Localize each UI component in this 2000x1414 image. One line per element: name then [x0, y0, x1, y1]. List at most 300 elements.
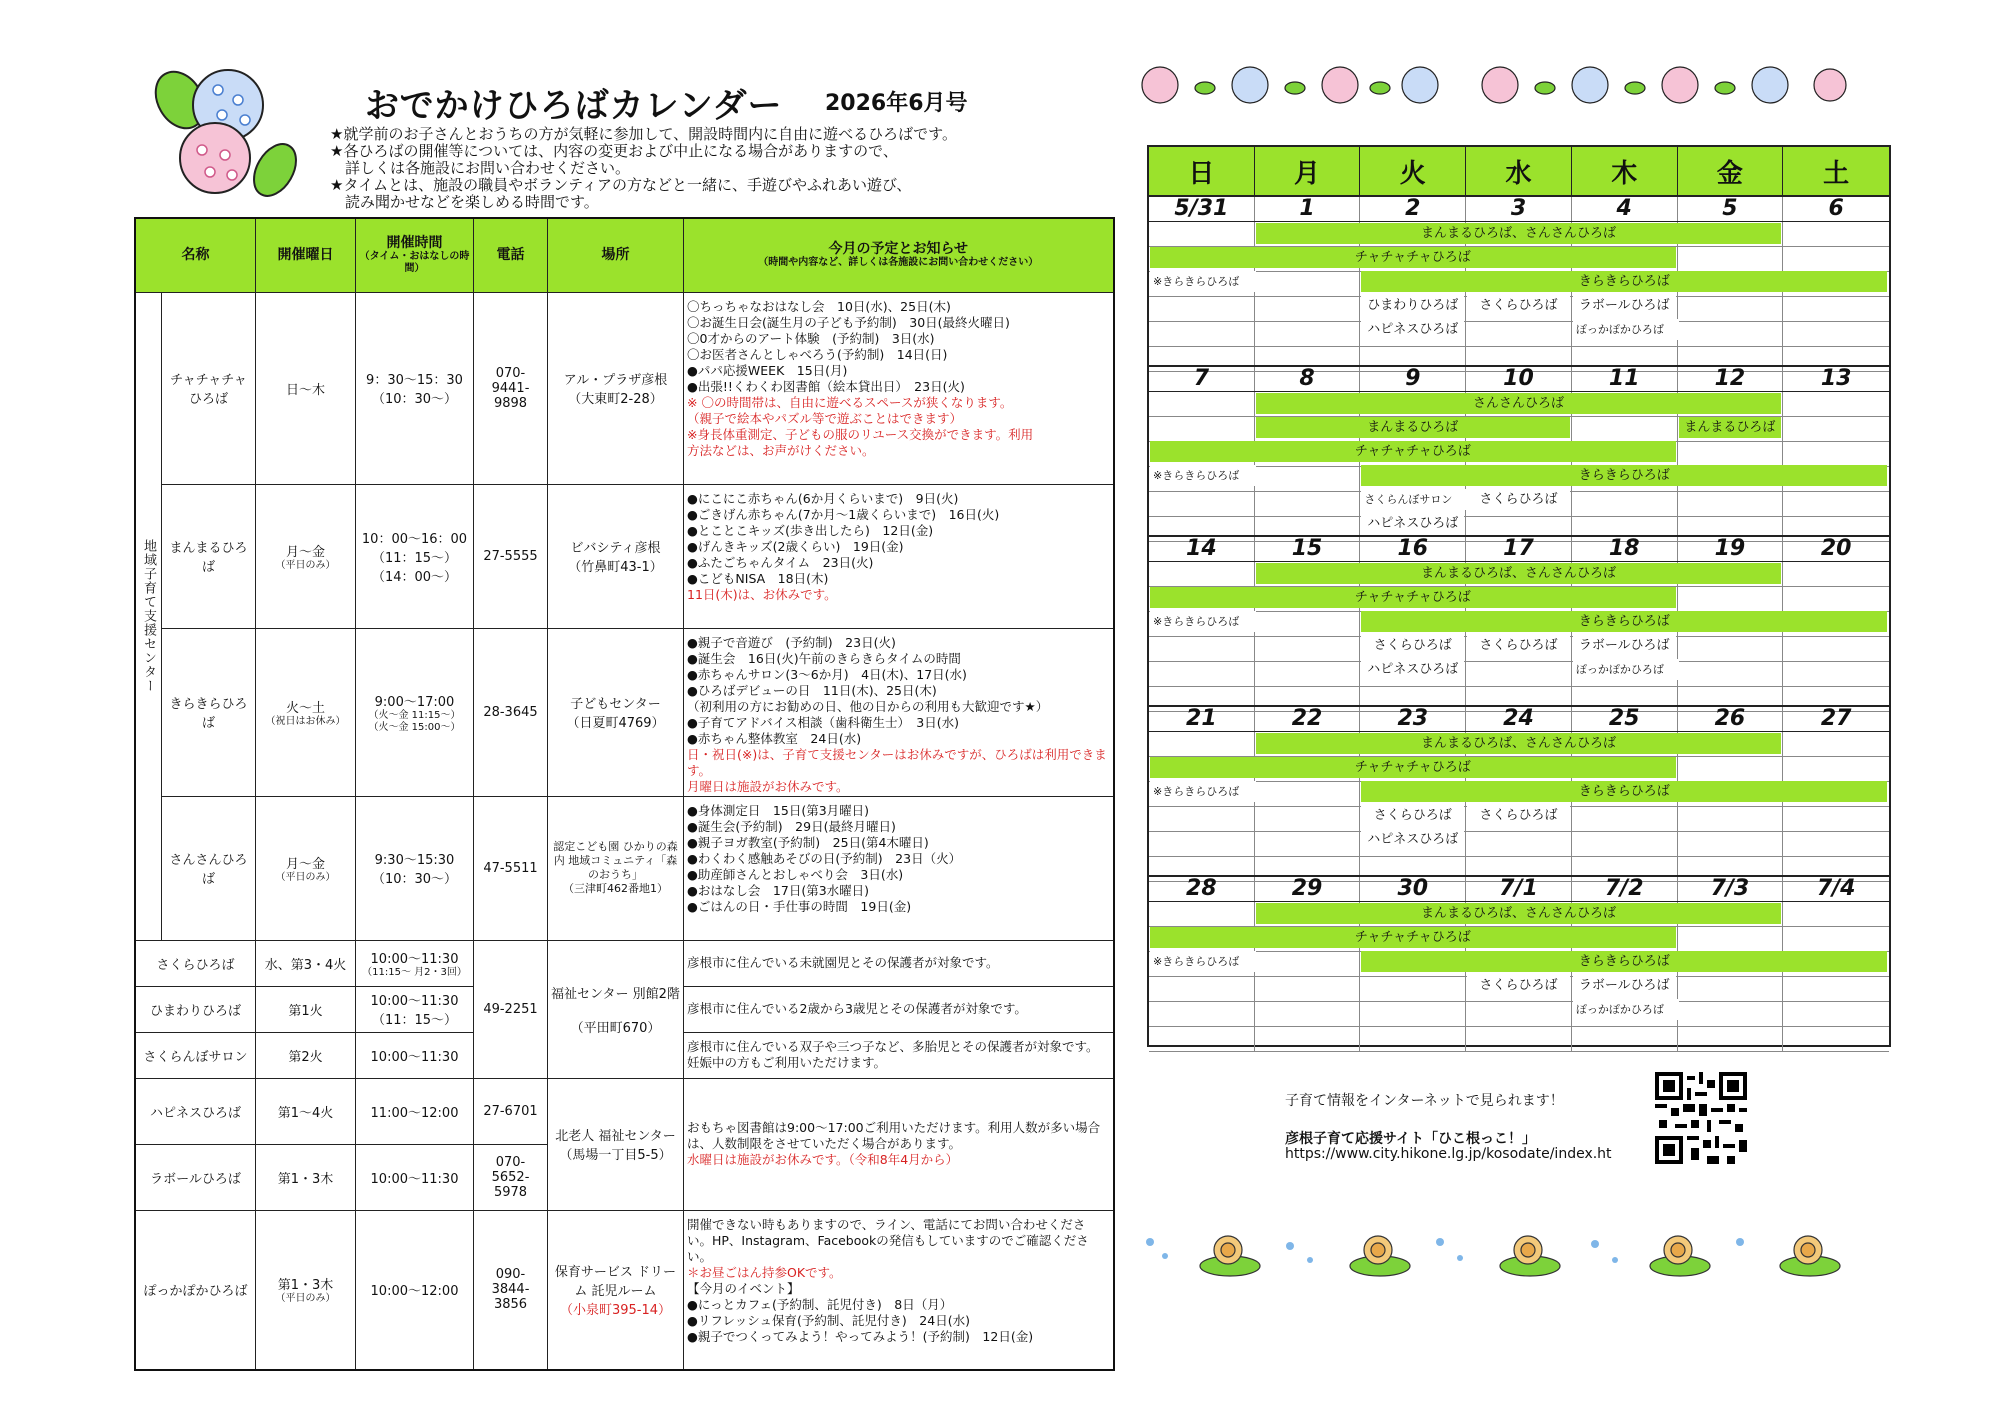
facility-days: [256, 1210, 356, 1370]
note-line: ●赤ちゃんサロン(3〜6か月) 4日(木)、17日(水): [687, 666, 967, 682]
grid-cell: [1466, 832, 1572, 856]
calendar-event[interactable]: ひまわりひろば: [1361, 295, 1464, 316]
facility-hours: [356, 292, 474, 484]
facility-hours: 10:00〜11:30: [356, 1144, 474, 1210]
grid-cell: [1783, 637, 1889, 661]
intro-line: ★タイムとは、施設の職員やボランティアの方などと一緒に、手遊びやふれあい遊び、: [330, 176, 912, 194]
hours-sub: （11：15〜）（14：00〜）: [371, 550, 458, 585]
date-cell: 11: [1572, 367, 1678, 391]
weekday-label: 水: [1466, 147, 1572, 195]
date-cell: 19: [1678, 537, 1784, 561]
note-line: 〇お誕生日会(誕生月の子ども予約制) 30日(最終火曜日): [687, 314, 1010, 330]
calendar-event[interactable]: チャチャチャひろば: [1150, 757, 1676, 778]
calendar-event[interactable]: さくらひろば: [1467, 489, 1570, 510]
grid-cell: [1678, 832, 1784, 856]
date-cell: 28: [1149, 877, 1255, 901]
grid-cell: [1149, 297, 1255, 321]
weekday-label: 日: [1149, 147, 1255, 195]
grid-cell: [1783, 902, 1889, 926]
facility-days: 水、第3・4火: [256, 940, 356, 986]
hydrangea-illustration: [150, 60, 300, 200]
facility-hours: 10:00〜11:30: [356, 1032, 474, 1078]
grid-row: [1149, 322, 1889, 347]
facility-name: チャチャチャひろば: [162, 292, 256, 484]
col-header-place: 場所: [548, 218, 684, 292]
grid-cell: [1678, 1027, 1784, 1051]
grid-cell: [1783, 732, 1889, 756]
grid-cell: [1678, 662, 1784, 686]
facility-days: [256, 628, 356, 796]
grid-cell: [1783, 297, 1889, 321]
days-value: 第1・3木: [277, 1278, 334, 1294]
note-line: ●とことこキッズ(歩き出したら) 12日(金): [687, 522, 934, 538]
grid-cell: [1149, 1002, 1255, 1026]
calendar-event[interactable]: チャチャチャひろば: [1150, 587, 1676, 608]
note-line: 【今月のイベント】: [687, 1280, 800, 1296]
date-cell: 7: [1149, 367, 1255, 391]
grid-cell: [1783, 587, 1889, 611]
table-row: [135, 1078, 1114, 1144]
grid-cell: [1783, 1027, 1889, 1051]
place-value: 福祉センター 別館2階: [551, 986, 680, 1002]
facility-days: 第1・3木: [256, 1144, 356, 1210]
table-row: [135, 1210, 1114, 1370]
calendar-event[interactable]: まんまるひろば、さんさんひろば: [1256, 223, 1782, 244]
place-sub: （大東町2-28）: [568, 392, 663, 407]
date-cell: 16: [1360, 537, 1466, 561]
grid-cell: [1149, 1027, 1255, 1051]
week-grid: [1149, 562, 1889, 705]
notes-header-sub: （時間や内容など、詳しくは各施設にお問い合わせください）: [758, 256, 1039, 268]
table-row: [135, 628, 1114, 796]
facility-phone: 47-5511: [474, 796, 548, 940]
date-cell: 15: [1255, 537, 1361, 561]
calendar-event[interactable]: きらきらひろば: [1361, 611, 1887, 632]
date-cell: 1: [1255, 197, 1361, 221]
note-line: 〇ちっちゃなおはなし会 10日(水)、25日(木): [687, 298, 951, 314]
facility-days: 日〜木: [256, 292, 356, 484]
note-line: ●誕生会 16日(火)午前のきらきらタイムの時間: [687, 650, 961, 666]
col-header-phone: 電話: [474, 218, 548, 292]
grid-cell: [1149, 902, 1255, 926]
grid-cell: [1149, 637, 1255, 661]
grid-cell: [1783, 222, 1889, 246]
grid-cell: [1783, 1002, 1889, 1026]
grid-cell: [1678, 807, 1784, 831]
grid-cell: [1255, 1027, 1361, 1051]
facility-phone: 28-3645: [474, 628, 548, 796]
grid-cell: [1149, 977, 1255, 1001]
notes-header-label: 今月の予定とお知らせ: [828, 240, 969, 257]
note-line: ●おはなし会 17日(第3水曜日): [687, 882, 870, 898]
note-line: 開催できない時もありますので、ライン、電話にてお問い合わせください。HP、Instagram、Facebookの発信もしていますのでご確認ください。: [687, 1216, 1089, 1264]
facility-place: [548, 940, 684, 1078]
facility-hours: [356, 986, 474, 1032]
facility-phone: 070-5652-5978: [474, 1144, 548, 1210]
facility-hours: [356, 940, 474, 986]
intro-line: ★就学前のお子さんとおうちの方が気軽に参加して、開設時間内に自由に遊べるひろばです。: [330, 125, 957, 143]
note-line: ●子育てアドバイス相談（歯科衛生士） 3日(水): [687, 714, 959, 730]
calendar-event[interactable]: きらきらひろば: [1361, 271, 1887, 292]
hours-value: 10:00〜11:30: [370, 994, 459, 1009]
grid-row: [1149, 1027, 1889, 1052]
facility-notes: [684, 484, 1114, 628]
grid-cell: [1783, 977, 1889, 1001]
facility-hours: [356, 796, 474, 940]
note-line: ●親子でつくってみよう！やってみよう！(予約制) 12日(金): [687, 1328, 1034, 1344]
facility-hours: 10:00〜12:00: [356, 1210, 474, 1370]
date-cell: 5/31: [1149, 197, 1255, 221]
calendar-event[interactable]: まんまるひろば: [1256, 417, 1570, 438]
intro-line: ★各ひろばの開催等については、内容の変更および中止になる場合がありますので、: [330, 142, 898, 160]
grid-cell: [1572, 807, 1678, 831]
grid-cell: [1149, 322, 1255, 346]
note-line: ●ごきげん赤ちゃん(7か月〜1歳くらいまで) 16日(火): [687, 506, 1000, 522]
calendar-event[interactable]: さくらひろば: [1467, 635, 1570, 656]
facility-days: 第1火: [256, 986, 356, 1032]
date-row: [1149, 537, 1889, 562]
date-row: [1149, 197, 1889, 222]
col-header-hours: [356, 218, 474, 292]
facility-days: 第2火: [256, 1032, 356, 1078]
grid-cell: [1255, 467, 1361, 491]
place-value: 認定こども園 ひかりの森内 地域コミュニティ「森のおうち」: [553, 840, 678, 881]
col-header-days: 開催曜日: [256, 218, 356, 292]
note-line: ●わくわく感触あそびの日(予約制) 23日（火）: [687, 850, 962, 866]
facility-place: [548, 292, 684, 484]
note-line: ●こどもNISA 18日(木): [687, 570, 829, 586]
facility-name: ハピネスひろば: [135, 1078, 256, 1144]
place-sub: （馬場一丁目5-5）: [559, 1148, 672, 1163]
date-cell: 26: [1678, 707, 1784, 731]
note-line: ●赤ちゃん整体教室 24日(水): [687, 730, 862, 746]
calendar-event[interactable]: きらきらひろば: [1361, 465, 1887, 486]
calendar-weekday-header: [1149, 147, 1889, 195]
intro-line: 読み聞かせなどを楽しめる時間です。: [330, 193, 599, 211]
date-cell: 14: [1149, 537, 1255, 561]
place-sub: （小泉町395-14）: [559, 1303, 672, 1319]
note-line: 月曜日は施設がお休みです。: [687, 778, 849, 794]
grid-row: [1149, 1002, 1889, 1027]
note-line: ●親子で音遊び (予約制) 23日(火): [687, 634, 896, 650]
calendar-event[interactable]: さくらんぼサロン: [1361, 489, 1467, 510]
grid-cell: [1466, 1027, 1572, 1051]
calendar-event[interactable]: ラボールひろば: [1573, 635, 1676, 656]
grid-cell: [1255, 977, 1361, 1001]
date-cell: 8: [1255, 367, 1361, 391]
hours-header-label: 開催時間: [386, 234, 443, 251]
week-grid: [1149, 222, 1889, 365]
grid-cell: [1783, 927, 1889, 951]
qr-code-icon[interactable]: [1655, 1072, 1747, 1164]
weekday-label: 火: [1360, 147, 1466, 195]
grid-row: [1149, 832, 1889, 857]
calendar-event[interactable]: さくらひろば: [1361, 805, 1464, 826]
date-cell: 18: [1572, 537, 1678, 561]
facility-hours: [356, 484, 474, 628]
note-line: ●ひろばデビューの日 11日(木)、25日(木): [687, 682, 937, 698]
facility-notes: [684, 1210, 1114, 1370]
date-cell: 29: [1255, 877, 1361, 901]
calendar-week: [1149, 875, 1889, 1045]
date-cell: 24: [1466, 707, 1572, 731]
note-line: ●親子ヨガ教室(予約制) 25日(第4木曜日): [687, 834, 929, 850]
grid-cell: [1149, 662, 1255, 686]
calendar-event[interactable]: ぽっかぽかひろば: [1573, 319, 1679, 340]
facility-place: [548, 1078, 684, 1210]
place-value: 子どもセンター: [570, 697, 661, 712]
grid-cell: [1572, 832, 1678, 856]
calendar-event[interactable]: まんまるひろば、さんさんひろば: [1256, 563, 1782, 584]
calendar-event[interactable]: ラボールひろば: [1573, 975, 1676, 996]
hours-sub: （11：15〜）: [371, 1013, 458, 1028]
grid-cell: [1149, 732, 1255, 756]
days-value: 月〜金: [285, 544, 325, 560]
facility-name: ぽっかぽかひろば: [135, 1210, 256, 1370]
hours-header-sub: （タイム・おはなしの時間）: [359, 250, 470, 274]
calendar-event[interactable]: ハピネスひろば: [1361, 659, 1464, 680]
grid-cell: [1360, 977, 1466, 1001]
calendar-week: [1149, 705, 1889, 875]
days-sub: （平日のみ）: [275, 559, 336, 571]
snail-border-illustration: [1140, 1222, 1860, 1278]
grid-cell: [1678, 927, 1784, 951]
calendar-event[interactable]: ぽっかぽかひろば: [1573, 999, 1679, 1020]
calendar-event[interactable]: チャチャチャひろば: [1150, 247, 1676, 268]
calendar-event[interactable]: ※きらきらひろば: [1150, 951, 1256, 972]
note-line: ●ごはんの日・手仕事の時間 19日(金): [687, 898, 912, 914]
date-cell: 7/1: [1466, 877, 1572, 901]
place-value: ビバシティ彦根: [570, 541, 661, 556]
site-name: 彦根子育て応援サイト「ひこ根っこ！」: [1285, 1131, 1537, 1147]
date-row: [1149, 877, 1889, 902]
note-line: 水曜日は施設がお休みです。（令和8年4月から）: [687, 1152, 959, 1167]
calendar-event[interactable]: ※きらきらひろば: [1150, 465, 1256, 486]
week-grid: [1149, 732, 1889, 875]
hours-sub: （10：30〜）: [371, 392, 458, 407]
place-sub: （平田町670）: [570, 1020, 661, 1036]
date-cell: 10: [1466, 367, 1572, 391]
date-cell: 4: [1572, 197, 1678, 221]
days-value: 火〜土: [285, 700, 325, 716]
facility-days: [256, 796, 356, 940]
place-value: 保育サービス ドリーム 託児ルーム: [554, 1265, 677, 1300]
grid-cell: [1255, 832, 1361, 856]
date-cell: 27: [1820, 706, 1852, 731]
table-row: [135, 292, 1114, 484]
page-title: おでかけひろばカレンダー: [365, 86, 783, 126]
calendar-event[interactable]: さくらひろば: [1361, 635, 1464, 656]
calendar-event[interactable]: ハピネスひろば: [1361, 829, 1464, 850]
grid-cell: [1783, 492, 1889, 516]
note-line: ※ 〇の時間帯は、自由に遊べるスペースが狭くなります。: [687, 394, 1013, 410]
calendar-event[interactable]: さくらひろば: [1467, 975, 1570, 996]
col-header-name: 名称: [135, 218, 256, 292]
hours-value: 10：00〜16：00: [361, 531, 468, 547]
grid-cell: [1255, 492, 1361, 516]
grid-cell: [1572, 417, 1678, 441]
place-sub: （竹鼻町43-1）: [568, 560, 663, 575]
facility-name: きらきらひろば: [162, 628, 256, 796]
grid-cell: [1466, 662, 1572, 686]
note-line: ●にっとカフェ(予約制、託児付き) 8日（月）: [687, 1296, 953, 1312]
grid-cell: [1149, 492, 1255, 516]
hours-sub: （10：30〜）: [371, 872, 458, 887]
grid-cell: [1783, 832, 1889, 856]
days-sub: （平日のみ）: [275, 1293, 336, 1305]
note-line: ＊お昼ごはん持参OKです。: [687, 1264, 842, 1280]
date-cell: 12: [1678, 367, 1784, 391]
table-row: [135, 484, 1114, 628]
grid-cell: [1678, 1002, 1784, 1026]
grid-cell: [1783, 247, 1889, 271]
calendar-event[interactable]: チャチャチャひろば: [1150, 441, 1676, 462]
calendar-week: [1149, 535, 1889, 705]
grid-cell: [1783, 807, 1889, 831]
grid-cell: [1149, 832, 1255, 856]
calendar: [1147, 145, 1891, 1047]
hours-value: 10:00〜11:30: [370, 951, 459, 967]
date-row: [1149, 367, 1889, 392]
grid-cell: [1572, 1027, 1678, 1051]
group-label: 地域子育て支援センター: [135, 292, 162, 940]
facility-name: まんまるひろば: [162, 484, 256, 628]
note-line: ●誕生会(予約制) 29日(最終月曜日): [687, 818, 896, 834]
col-header-notes: [684, 218, 1114, 292]
calendar-week: [1149, 365, 1889, 535]
grid-cell: [1255, 807, 1361, 831]
calendar-event[interactable]: チャチャチャひろば: [1150, 927, 1676, 948]
calendar-event[interactable]: きらきらひろば: [1361, 951, 1887, 972]
hours-sub: （11:15〜 月2・3回）: [362, 966, 467, 978]
calendar-event[interactable]: ※きらきらひろば: [1150, 781, 1256, 802]
date-cell: 20: [1820, 536, 1852, 561]
calendar-event[interactable]: ※きらきらひろば: [1150, 611, 1256, 632]
grid-cell: [1783, 757, 1889, 781]
date-cell: 5: [1678, 197, 1784, 221]
facility-phone: 27-6701: [474, 1078, 548, 1144]
calendar-event[interactable]: きらきらひろば: [1361, 781, 1887, 802]
facility-hours: 11:00〜12:00: [356, 1078, 474, 1144]
facility-phone: 49-2251: [474, 940, 548, 1078]
calendar-event[interactable]: さんさんひろば: [1256, 393, 1782, 414]
place-sub: （三津町462番地1）: [563, 882, 668, 895]
facility-notes: 彦根市に住んでいる2歳から3歳児とその保護者が対象です。: [684, 986, 1114, 1032]
grid-cell: [1255, 297, 1361, 321]
date-cell: 23: [1360, 707, 1466, 731]
table-row: [135, 940, 1114, 986]
facility-place: [548, 1210, 684, 1370]
note-line: 11日(木)は、お休みです。: [687, 586, 837, 602]
calendar-weeks: [1149, 195, 1889, 1045]
grid-cell: [1255, 612, 1361, 636]
calendar-event[interactable]: まんまるひろば、さんさんひろば: [1256, 733, 1782, 754]
note-line: ●身体測定日 15日(第3月曜日): [687, 802, 870, 818]
grid-cell: [1466, 322, 1572, 346]
site-url-link[interactable]: https://www.city.hikone.lg.jp/kosodate/index.ht: [1285, 1146, 1612, 1162]
grid-cell: [1678, 757, 1784, 781]
date-row: [1149, 707, 1889, 732]
grid-cell: [1149, 807, 1255, 831]
date-cell: 2: [1360, 197, 1466, 221]
facility-name: ラボールひろば: [135, 1144, 256, 1210]
grid-cell: [1783, 322, 1889, 346]
grid-cell: [1255, 952, 1361, 976]
facility-days: [256, 484, 356, 628]
issue-label: 2026年6月号: [825, 91, 968, 116]
facility-place: [548, 628, 684, 796]
facility-name: さんさんひろば: [162, 796, 256, 940]
internet-info-text: 子育て情報をインターネットで見られます！: [1285, 1093, 1564, 1109]
calendar-event[interactable]: まんまるひろば: [1679, 417, 1782, 438]
calendar-event[interactable]: ハピネスひろば: [1361, 319, 1464, 340]
table-row: [135, 796, 1114, 940]
date-cell: 7/3: [1678, 877, 1784, 901]
facility-hours: [356, 628, 474, 796]
calendar-event[interactable]: ※きらきらひろば: [1150, 271, 1256, 292]
date-cell: 25: [1572, 707, 1678, 731]
grid-row: [1149, 662, 1889, 687]
facility-phone: 070-9441-9898: [474, 292, 548, 484]
note-line: （親子で絵本やパズル等で遊ぶことはできます）: [687, 410, 963, 426]
grid-cell: [1783, 417, 1889, 441]
days-sub: （平日のみ）: [275, 871, 336, 883]
note-line: ●にこにこ赤ちゃん(6か月くらいまで) 9日(火): [687, 490, 959, 506]
facility-notes: 彦根市に住んでいる双子や三つ子など、多胎児とその保護者が対象です。妊娠中の方もご利用いただけます。: [684, 1032, 1114, 1078]
facility-name: ひまわりひろば: [135, 986, 256, 1032]
flower-border-illustration: [1120, 60, 1860, 110]
calendar-event[interactable]: さくらひろば: [1467, 295, 1570, 316]
calendar-event[interactable]: ハピネスひろば: [1361, 513, 1464, 534]
grid-cell: [1678, 247, 1784, 271]
calendar-event[interactable]: ぽっかぽかひろば: [1573, 659, 1679, 680]
facility-notes: [684, 1078, 1114, 1210]
note-line: ※身長体重測定、子どもの服のリユース交換ができます。利用: [687, 426, 1034, 442]
grid-cell: [1255, 782, 1361, 806]
grid-cell: [1678, 297, 1784, 321]
grid-cell: [1783, 442, 1889, 466]
calendar-event[interactable]: まんまるひろば、さんさんひろば: [1256, 903, 1782, 924]
note-line: ●げんきキッズ(2歳くらい) 19日(金): [687, 538, 904, 554]
grid-cell: [1678, 977, 1784, 1001]
grid-cell: [1783, 392, 1889, 416]
calendar-event[interactable]: さくらひろば: [1467, 805, 1570, 826]
hours-value: 9：30〜15：30: [366, 373, 463, 388]
note-line: 〇0才からのアート体験 (予約制) 3日(水): [687, 330, 935, 346]
weekday-label: 木: [1572, 147, 1678, 195]
note-line: 〇お医者さんとしゃべろう(予約制) 14日(日): [687, 346, 948, 362]
note-line: ●リフレッシュ保育(予約制、託児付き) 24日(水): [687, 1312, 970, 1328]
weekday-label: 金: [1678, 147, 1784, 195]
weekday-label: 土: [1823, 158, 1850, 189]
note-line: 日・祝日(※)は、子育て支援センターはお休みですが、ひろばは利用できます。: [687, 746, 1107, 778]
date-cell: 3: [1466, 197, 1572, 221]
calendar-event[interactable]: ラボールひろば: [1573, 295, 1676, 316]
days-sub: （祝日はお休み）: [265, 715, 346, 727]
note-line: （初利用の方にお勧めの日、他の日からの利用も大歓迎です★）: [687, 698, 1049, 714]
note-line: 方法などは、お声がけください。: [687, 442, 875, 458]
note-line: ●助産師さんとおしゃべり会 3日(水): [687, 866, 904, 882]
weekday-label: 月: [1255, 147, 1361, 195]
grid-cell: [1678, 587, 1784, 611]
grid-cell: [1360, 1027, 1466, 1051]
grid-cell: [1678, 322, 1784, 346]
calendar-week: [1149, 195, 1889, 365]
hours-value: 9:30〜15:30: [374, 853, 455, 868]
grid-cell: [1678, 442, 1784, 466]
facility-days: 第1〜4火: [256, 1078, 356, 1144]
facility-name: さくらひろば: [135, 940, 256, 986]
